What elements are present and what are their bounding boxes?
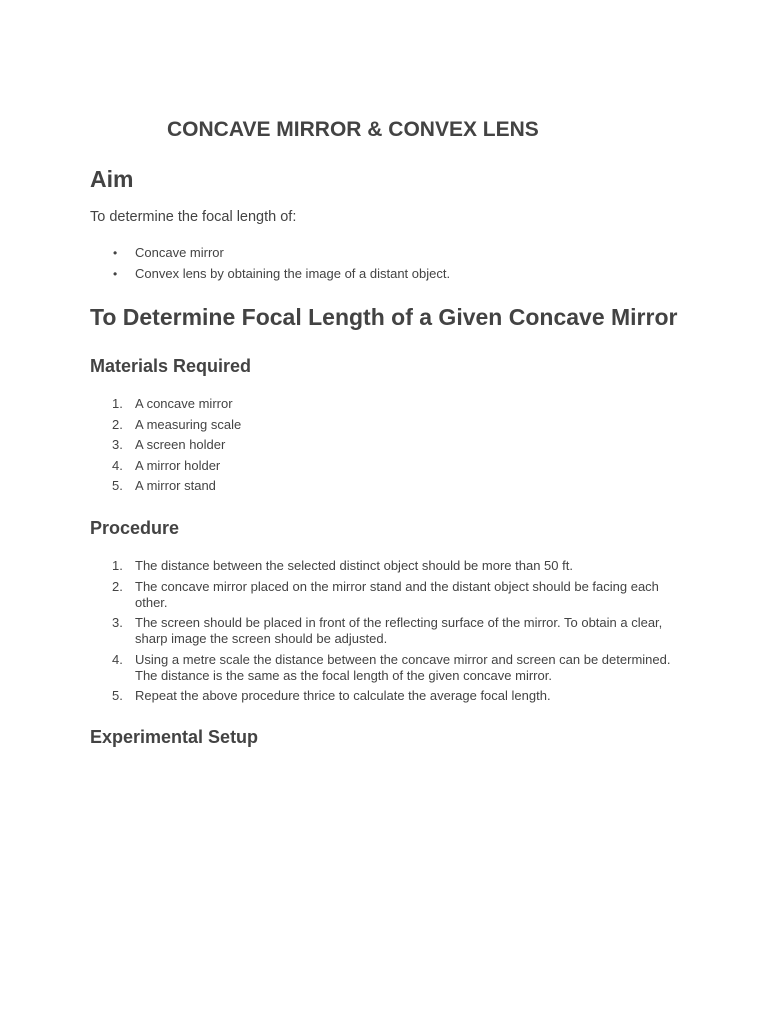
aim-intro: To determine the focal length of: [90, 209, 297, 225]
setup-heading: Experimental Setup [90, 727, 259, 747]
section-heading: To Determine Focal Length of a Given Concave Mirror [90, 304, 678, 330]
list-number: 4. [112, 651, 123, 667]
list-item: 1. A concave mirror [112, 396, 233, 411]
list-number: 2. [112, 416, 123, 432]
list-number: 3. [112, 615, 123, 630]
procedure-list [90, 558, 675, 709]
list-item: 2. The concave mirror placed on the mirror stand and the distant object should be facing each other. [112, 578, 659, 610]
list-item: 4. Using a metre scale the distance between the concave mirror and screen can be determined. The distance is the same as the focal length of the given concave mirror. [112, 651, 671, 683]
list-number: 5. [112, 478, 123, 493]
procedure-heading: Procedure [90, 518, 180, 538]
list-number: 4. [112, 457, 123, 473]
list-item: 3. The screen should be placed in front of the reflecting surface of the mirror. To obtain a clear, sharp image the screen should be adjusted. [112, 615, 663, 646]
document-title: CONCAVE MIRROR & CONVEX LENS [167, 118, 539, 141]
materials-heading: Materials Required [90, 356, 252, 376]
materials-list [90, 396, 675, 499]
aim-heading: Aim [90, 166, 134, 192]
list-item: 2. A measuring scale [112, 416, 242, 432]
list-item: 4. A mirror holder [112, 457, 221, 473]
list-number: 1. [112, 396, 123, 411]
list-number: 3. [112, 437, 123, 452]
list-item: 5. A mirror stand [112, 478, 216, 493]
list-item: • Convex lens by obtaining the image of a distant object. [113, 265, 451, 281]
list-item: 3. A screen holder [112, 437, 226, 452]
bullet-icon: • [113, 246, 118, 260]
aim-list [90, 245, 675, 286]
bullet-icon: • [113, 266, 118, 281]
list-number: 1. [112, 558, 123, 573]
list-number: 2. [112, 578, 123, 594]
list-item: • Concave mirror [113, 245, 224, 260]
list-number: 5. [112, 688, 123, 703]
list-item: 5. Repeat the above procedure thrice to calculate the average focal length. [112, 688, 551, 703]
list-item: 1. The distance between the selected distinct object should be more than 50 ft. [112, 558, 573, 573]
